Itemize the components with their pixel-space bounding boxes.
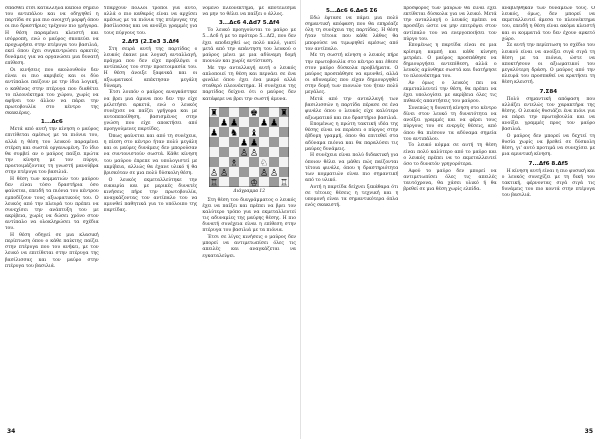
paragraph: Με την ανταλλαγή αυτή ο λευκός απλοποιεί τη θέση και περνάει σε ένα φινάλε όπου έχει ένα μικρό αλλά σταθερό πλεονέκτημα. Η συνέχεια της παρτίδας δείχνει ότι ο μαύρος δεν κατάφερε να βρει την σωστή άμυνα.: [202, 65, 297, 102]
board-square: [269, 177, 279, 187]
board-square: [239, 167, 249, 177]
right-page-columns: [305, 6, 595, 424]
chess-piece: ♖: [210, 177, 219, 187]
chess-piece: ♔: [250, 177, 259, 187]
paragraph: Στη θέση του διαγράμματος ο λευκός έχει να παίξει και πρέπει να βρει τον καλύτερο τρόπο για να εκμεταλλευτεί τις αδυναμίες της μαύρης θέσης. Η πιο δυνατή συνέχεια είναι η επίθεση στην πτέρυγα του βασιλιά με τα πιόνια.: [202, 197, 297, 234]
paragraph: Συνεπώς η δυνατή κίνηση στο κέντρο δίνει στον λευκό τη δυνατότητα να ανοίξει γραμμές και να φέρει τους πύργους του σε ενεργές θέσεις, από όπου θα πιέσουν τα αδύναμα σημεία του αντιπάλου.: [403, 106, 497, 142]
chess-piece: ♗: [230, 157, 239, 168]
right-page: [300, 0, 600, 439]
board-square: [259, 177, 269, 187]
move-heading: 2.Δf3 (2.Σe3 3.Δf4: [121, 38, 180, 45]
chess-piece: ♙: [210, 167, 219, 178]
board-square: [269, 127, 279, 137]
board-square: [259, 137, 269, 147]
board-square: [249, 157, 259, 167]
board-square: [219, 147, 229, 157]
page-number: 35: [584, 428, 593, 435]
paragraph: Αν όμως ο λευκός πει να εκμεταλλευτεί την θέση, θα πρέπει να έχει υπολογίσει με ακρίβεια όλες τις πιθανές απαντήσεις του μαύρου.: [403, 80, 497, 105]
chess-piece: ♟: [260, 117, 269, 128]
chess-piece: ♙: [260, 167, 269, 178]
paragraph: Μετά από την ανταλλαγή των βασιλισσών η παρτίδα πέρασε σε ένα φινάλε όπου ο λευκός είχε καλύτερο αξιωματικό και πιο δραστήριο βασιλιά.: [305, 97, 399, 121]
chess-piece: ♚: [250, 107, 259, 118]
paragraph: Στη σειρά αυτή της παρτίδας ο λευκός έκανε μια λογική ανταλλαγή, πράγμα που δεν είχε προβλέψει ο αντίπαλος του στην προετοιμασία του. Η θέση άνοιξε ξαφνικά και οι αξιωματικοί απέκτησαν μεγάλη δύναμη.: [103, 46, 198, 89]
chess-piece: ♙: [250, 147, 259, 158]
paragraph: Έτσι σε λίγες κινήσεις ο μαύρος δεν μπορεί να αντιμετωπίσει όλες τις απειλές και αναγκάζεται να εγκαταλείψει.: [202, 235, 297, 259]
move-heading: 7...Δf6 8.Δf5: [528, 160, 569, 167]
paragraph: αναβλήθηκαν των δυνάμεων τους. Ο λευκός, όμως, δεν μπορεί να εκμεταλλευτεί άμεσα το πλεονέκτημα του, επειδή η θέση είναι ακόμα κλειστή και οι κομματιά του δεν έχουν αρκετό χώρο.: [501, 6, 595, 42]
board-square: [219, 177, 229, 187]
paragraph: Έτσι λοιπόν ο μαύρος αναγκάστηκε να βρει μια άμυνα που δεν την είχε μελετήσει αρκετά, ενώ ο λευκός συνέχισε να παίζει γρήγορα και με αυτοπεποίθηση, βασισμένος στην γνώση που είχε αποκτήσει από προηγούμενες παρτίδες.: [103, 90, 198, 133]
chess-piece: ♟: [270, 117, 279, 128]
board-square: [249, 167, 259, 177]
chess-piece: ♜: [210, 107, 219, 118]
board-square: [239, 127, 249, 137]
paragraph: Αφού το μαύρο δεν μπορεί να αντιμετωπίσει όλες τις απειλές ταυτόχρονα, θα χάσει υλικό ή θα βρεθεί σε μια θέση χωρίς ελπίδα.: [403, 168, 497, 193]
board-square: [219, 137, 229, 147]
move-heading: 5...Δc6 6.Δe5 Σ6: [325, 8, 378, 14]
chess-diagram: [209, 107, 289, 187]
left-column-2: [104, 6, 198, 424]
paragraph: σπασθεί έτσι κατάλληλα κάποιο σημείο του αντιπάλου και να οδηγηθεί η παρτίδα σε μια πιο ανοιχτή μορφή όπου οι πιο δραστήριες τρέχουν πιο γρήγορα. Η θέση παραμένει κλειστή και ισόρροπη, ενώ ο μαύρος σκοπεύει να προχωρήσει στην πτέρυγα του βασιλιά, εκεί όπου έχει συγκεντρώσει αρκετές δυνάμεις για να οργανώσει μια δυνατή επίθεση.: [5, 6, 99, 67]
left-column-1: [5, 6, 99, 424]
board-square: [209, 117, 219, 127]
board-square: [279, 117, 289, 127]
board-square: [279, 167, 289, 177]
paragraph: Πολύ σημαντική απόφαση που αλλάζει εντελώς τον χαρακτήρα της θέσης. Ο λευκός θυσιάζει ένα πιόνι για να πάρει την πρωτοβουλία και να ανοίξει γραμμές προς τον μαύρο βασιλιά.: [501, 96, 595, 133]
board-square: [269, 157, 279, 167]
chess-piece: ♟: [250, 137, 259, 148]
chess-piece: ♝: [250, 127, 259, 138]
chess-piece: ♘: [260, 157, 269, 168]
chess-piece: ♟: [220, 117, 229, 128]
right-column-3: [502, 6, 595, 424]
paragraph: Εδώ έφτασε να πάρει μια πολύ σημαντική απόφαση που θα επηρέαζε όλη τη συνέχεια της παρτίδας. Η θέση ήταν τέτοια που κάθε λάθος θα μπορούσε να τιμωρηθεί αμέσως από τον αντίπαλο.: [305, 16, 399, 52]
paragraph: πρόσφορος των μαύρων θα είναι έχει εκτίθεται δύσκολα για να λευκό. Μετά την ανταλλαγή ο λευκός πρέπει να προσέξει ώστε να μην επιτρέψει στον αντίπαλο του να ενεργοποιήσει τον πύργο του.: [403, 6, 497, 42]
left-page-columns: [5, 6, 296, 424]
board-square: [219, 107, 229, 117]
paragraph: Η συνέχεια είναι πολύ διδακτική για όποιον θέλει να μάθει πώς παίζονται τέτοια φινάλε, όπου η δραστηριότητα των κομματιών είναι πιο σημαντική από το υλικό.: [305, 153, 399, 184]
diagram-caption: Διάγραμμα 12: [233, 188, 266, 194]
board-square: [269, 107, 279, 117]
board-square: [229, 147, 239, 157]
paragraph: Η κίνηση αυτή είναι η πιο φυσική και ο λευκός συνεχίζει με τη δική του τακτική, φέρνοντας σιγά σιγά τις δυνάμεις του πιο κοντά στην πτέρυγα του βασιλιά.: [501, 168, 595, 199]
page-number: 34: [7, 428, 16, 435]
board-square: [229, 177, 239, 187]
board-square: [279, 127, 289, 137]
paragraph: Η θέση οδηγεί σε μια κλασική περίπτωση όπου ο κάθε παίκτης παίζει στην πτέρυγα που του ανήκει, με τον λευκό να επιτίθεται στην πτέρυγα της βασίλισσας και τον μαύρο στην πτέρυγα του βασιλιά.: [5, 232, 99, 269]
paragraph: Σε αυτή την περίπτωση το σχέδιο του λευκού είναι να ανοίξει σιγά σιγά τη θέση με τα πιόνια, ώστε να αποκτήσουν οι αξιωματικοί του μεγαλύτερη δράση. Ο μαύρος από την πλευρά του προσπαθεί να κρατήσει τη θέση κλειστή.: [501, 43, 595, 86]
board-square: [279, 147, 289, 157]
paragraph: Μετά από αυτή την κίνηση ο μαύρος επιτίθεται αμέσως με τα πιόνια του, αλλά η θέση του λευκού παραμένει στέρεη και σωστά οργανωμένη. Το ίδιο θα συμβεί αν ο μαύρος παίξει πρώτα την κίνηση με τον πύργο, προετοιμάζοντας τη γνωστή μανούβρα στην πτέρυγα του βασιλιά.: [5, 127, 99, 176]
paragraph: Με τη σωστή κίνηση ο λευκός πήρε την πρωτοβουλία στο κέντρο και έθεσε στον μαύρο δύσκολα προβλήματα. Ο μαύρος προσπάθησε να αμυνθεί, αλλά οι αδυναμίες που είχαν δημιουργηθεί στην δομή των πιονιών του ήταν πολύ μεγάλες.: [305, 53, 399, 96]
board-square: [269, 137, 279, 147]
board-square: [219, 157, 229, 167]
left-column-3: [202, 6, 296, 424]
right-column-2: [403, 6, 496, 424]
move-heading: 3...Δc6 4.Δd7 5.Δf4: [218, 20, 280, 27]
chess-piece: ♞: [230, 127, 239, 138]
paragraph: Αυτή η παρτίδα δείχνει ξεκάθαρα ότι σε τέτοιες θέσεις η τεχνική και η υπομονή είναι τα σημαντικότερα όπλα ενός σκακιστή.: [305, 184, 399, 209]
board-square: [209, 157, 219, 167]
board-square: [239, 177, 249, 187]
paragraph: νόμενο πλεονέκτημα, με αποτέλεσμα να μην το θέλει να παίξει ο άλλος.: [202, 6, 297, 18]
board-square: [229, 137, 239, 147]
move-heading: 7.Σ84: [539, 88, 558, 95]
board-square: [229, 167, 239, 177]
chess-piece: ♜: [280, 107, 289, 118]
paragraph: Ο μαύρος δεν μπορεί να δεχτεί τη θυσία χωρίς να βρεθεί σε δύσκολη θέση, γι' αυτό προτιμά να συνεχίσει με μια αμυντική κίνηση.: [501, 133, 595, 158]
paragraph: Ο λευκός εκμεταλλεύτηκε την ευκαιρία και με μερικές δυνατές κινήσεις πήρε την πρωτοβουλία, αναγκάζοντας τον αντίπαλο του να αμυνθεί παθητικά για το υπόλοιπο της παρτίδας.: [103, 177, 198, 214]
paragraph: Υπάρχουν πολλοί τρόποι για αυτό, αλλά ο πιο καθαρός είναι να αρχίσει αμέσως με τα πιόνια της πτέρυγας της βασίλισσας και να ανοίξει γραμμές για τους πύργους του.: [103, 6, 198, 36]
right-column-1: [305, 6, 398, 424]
board-square: [269, 147, 279, 157]
board-square: [279, 137, 289, 147]
paragraph: Επομένως η πρώτη τακτική ιδέα της θέσης είναι να περάσει ο πύργος στην έβδομη γραμμή, όπου θα επιτεθεί στα αδύναμα πιόνια και θα παραλύσει τις μαύρες δυνάμεις.: [305, 122, 399, 152]
paragraph: Όπως φαίνεται και από τη συνέχεια, η πίεση στο κέντρο ήταν πολύ μεγάλη και οι μαύρες δυνάμεις δεν μπορούσαν να συντονιστούν σωστά. Κάθε κίνηση του μαύρου έπρεπε να υπολογιστεί με ακρίβεια, αλλιώς θα έχανε υλικό ή θα βρισκόταν σε μια πολύ δύσκολη θέση.: [103, 133, 198, 176]
paragraph: Η θέση των κομματιών του μαύρου δεν είναι τόσο δραστήρια όσο φαίνεται, επειδή τα πιόνια του κέντρου εμποδίζουν τους αξιωματικούς του. Ο λευκός από την πλευρά του πρέπει να συνεχίσει την ανάπτυξη του με ακρίβεια, χωρίς να δώσει χρόνο στον αντίπαλο να ολοκληρώσει τα σχέδια του.: [5, 177, 99, 232]
chess-piece: ♟: [210, 127, 219, 138]
paragraph: Το λευκό προηγούνται το μαύρο με 5...Δc6 ή με το πρότερο 5...Δf2, που δεν έχει αποδειχθεί ως πολύ καλό, γιατί μετά από την απάντηση του λευκού ο μαύρος μένει με μια αδύναμη δομή πιονιών και χωρίς αντίσταση.: [202, 28, 297, 65]
board-square: [239, 157, 249, 167]
paragraph: Οι κινήσεις που ακολουθούν δεν είναι οι πιο ακριβείς και οι δύο αντίπαλοι παίζουν με την ίδια λογική, ο καθένας στην πτέρυγα που διαθέτει το πλεονέκτημα του χώρου, χωρίς να αφήνει τον άλλον να πάρει την πρωτοβουλία στο κέντρο της σκακιέρας.: [5, 68, 99, 117]
move-heading: 1...Δc6: [40, 119, 63, 126]
board-square: [259, 107, 269, 117]
chess-piece: ♙: [240, 147, 249, 158]
board-square: [279, 157, 289, 167]
chess-piece: ♙: [220, 167, 229, 178]
chess-piece: ♖: [280, 177, 289, 187]
paragraph: Επομένως η παρτίδα είναι σε μια κρίσιμη καμπή και κάθε κίνηση μετράει. Ο μαύρος προσπάθησε να δημιουργήσει αντεπίθεση, αλλά ο λευκός αμύνθηκε σωστά και διατήρησε το πλεονέκτημα του.: [403, 43, 497, 80]
paragraph: Το λευκό κόμμα σε αυτή τη θέση είναι πολύ καλύτερο από το μαύρο και ο λευκός πρέπει να το εκμεταλλευτεί όσο το δυνατόν γρηγορότερα.: [403, 143, 497, 167]
board-square: [249, 117, 259, 127]
board-square: [229, 107, 239, 117]
board-square: [259, 147, 269, 157]
board-square: [259, 127, 269, 137]
board-square: [209, 147, 219, 157]
chess-piece: ♙: [270, 167, 279, 178]
chess-piece: ♟: [240, 137, 249, 148]
board-square: [239, 107, 249, 117]
board-square: [209, 137, 219, 147]
board-square: [219, 127, 229, 137]
chess-piece: ♟: [230, 117, 239, 128]
board-square: [239, 117, 249, 127]
